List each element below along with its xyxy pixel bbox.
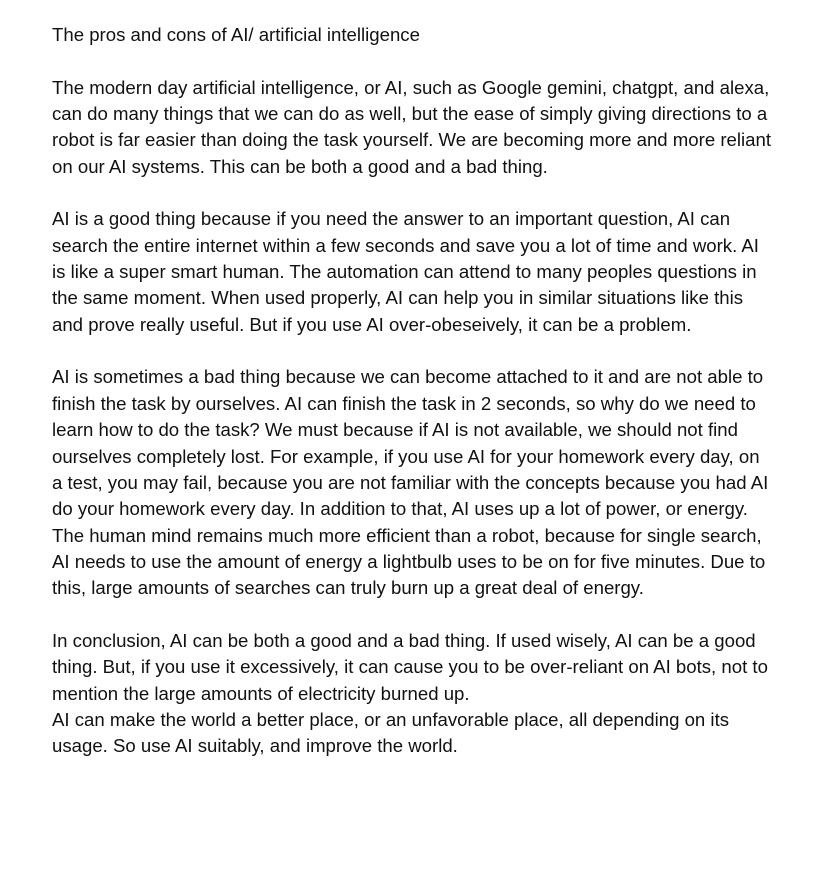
document-title: The pros and cons of AI/ artificial intelligence bbox=[52, 24, 420, 45]
paragraph-closing: AI can make the world a better place, or an unfavorable place, all depending on its usage. So use AI suitably, and improve the world. bbox=[52, 708, 730, 757]
paragraph-spacer bbox=[52, 338, 772, 364]
paragraph-conclusion: In conclusion, AI can be both a good and a bad thing. If used wisely, AI can be a good thing. But, if you use it excessively, it can cause you to be over-reliant on AI bots, not to mention the large amounts of electricity burned up. bbox=[52, 629, 768, 704]
document-body bbox=[52, 22, 772, 760]
paragraph-pros: AI is a good thing because if you need the answer to an important question, AI can search the entire internet within a few seconds and save you a lot of time and work. AI is like a super smart human. The automation can attend to many peoples questions in the same moment. When used properly, AI can help you in similar situations like this and prove really useful. But if you use AI over-obeseively, it can be a problem. bbox=[52, 208, 759, 335]
paragraph-spacer bbox=[52, 180, 772, 206]
paragraph-spacer bbox=[52, 48, 772, 74]
paragraph-spacer bbox=[52, 602, 772, 628]
paragraph-cons: AI is sometimes a bad thing because we can become attached to it and are not able to finish the task by ourselves. AI can finish the task in 2 seconds, so why do we need to learn how to do the task? We must because if AI is not available, we should not find ourselves completely lost. For example, if you use AI for your homework every day, on a test, you may fail, because you are not familiar with the concepts because you had AI do your homework every day. In addition to that, AI uses up a lot of power, or energy. The human mind remains much more efficient than a robot, because for single search, AI needs to use the amount of energy a lightbulb uses to be on for five minutes. Due to this, large amounts of searches can truly burn up a great deal of energy. bbox=[52, 366, 769, 599]
paragraph-introduction: The modern day artificial intelligence, or AI, such as Google gemini, chatgpt, and alexa, can do many things that we can do as well, but the ease of simply giving directions to a robot is far easier than doing the task yourself. We are becoming more and more reliant on our AI systems. This can be both a good and a bad thing. bbox=[52, 76, 771, 177]
